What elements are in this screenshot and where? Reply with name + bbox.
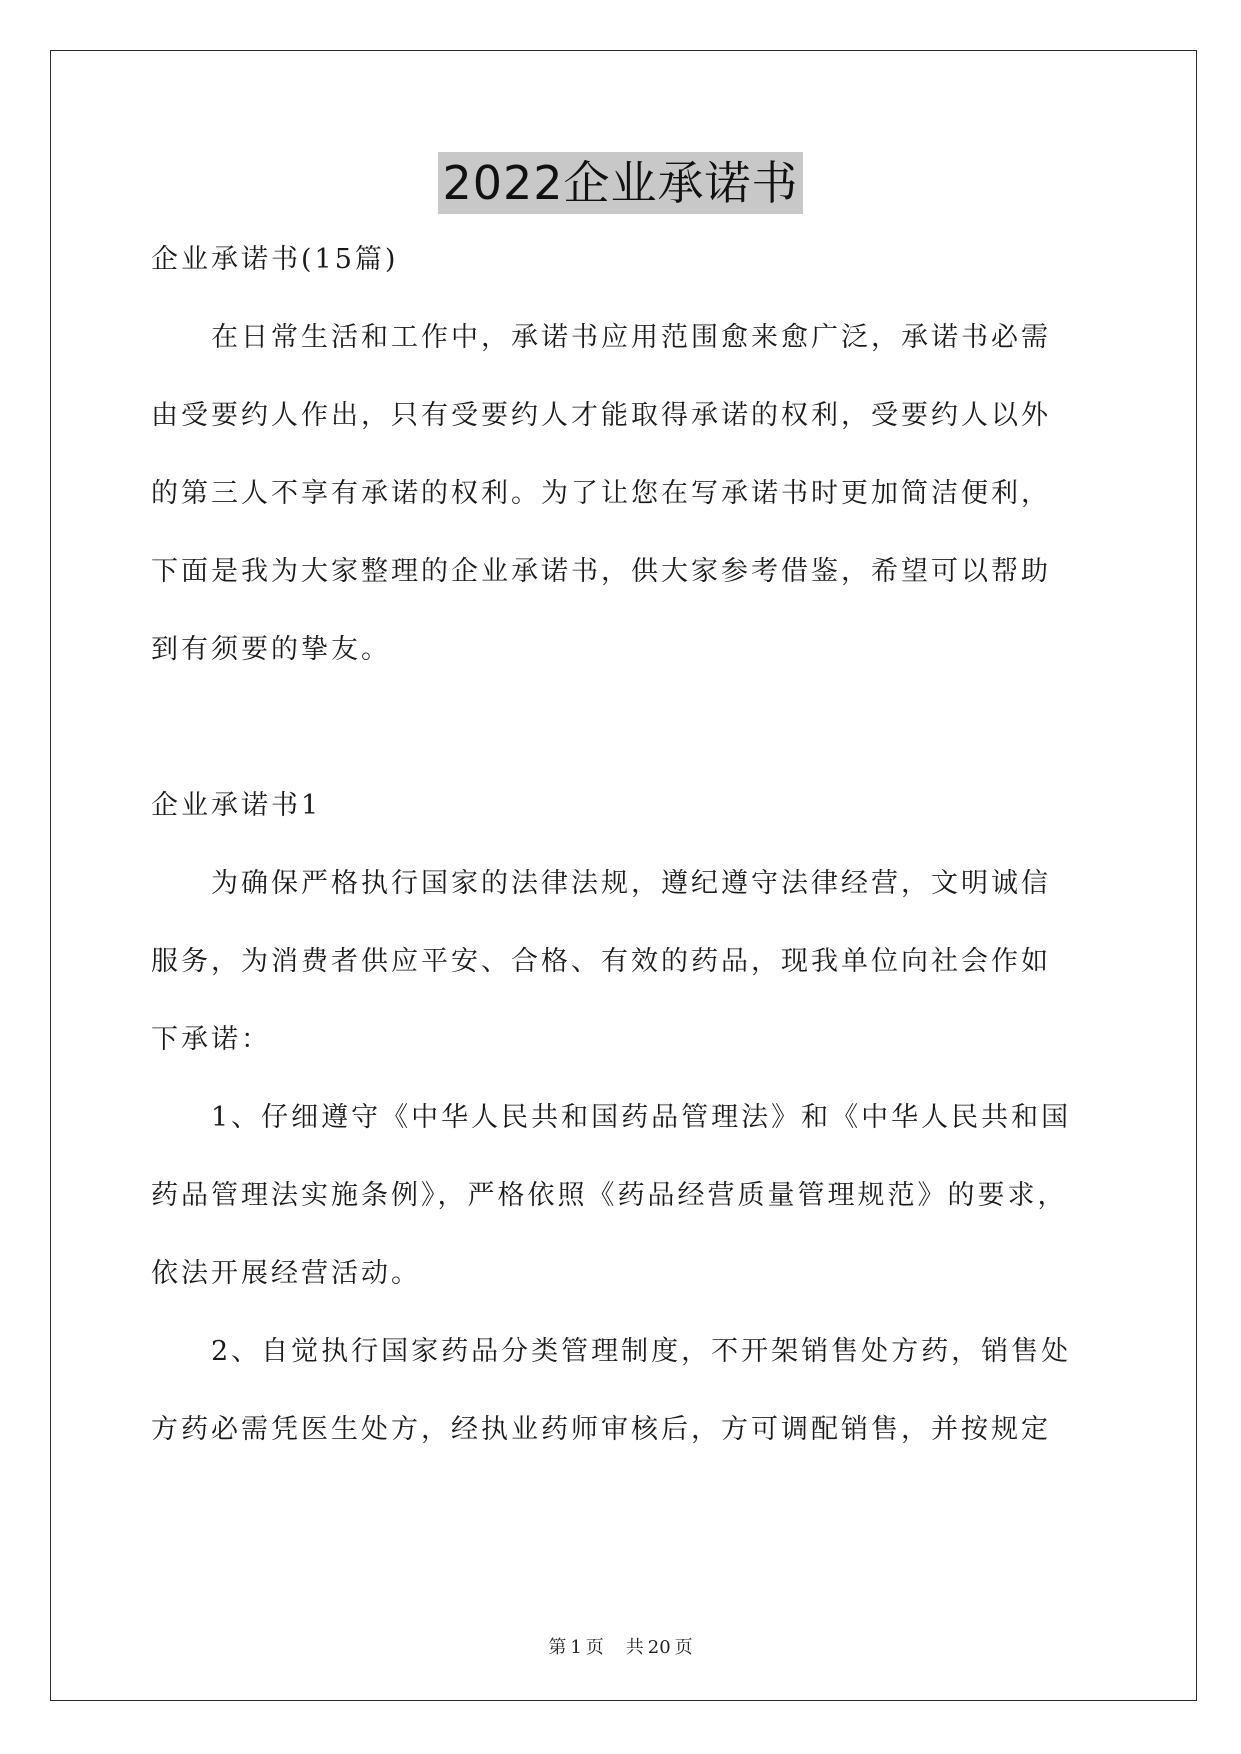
paragraph-gap [151, 700, 1096, 778]
paragraph-line: 依法开展经营活动。 [151, 1258, 421, 1289]
paragraph-line: 到有须要的挚友。 [151, 634, 391, 665]
paragraph-line: 下承诺： [151, 1024, 271, 1055]
paragraph-line: 2、自觉执行国家药品分类管理制度，不开架销售处方药，销售处 [211, 1336, 1072, 1367]
paragraph-line: 服务，为消费者供应平安、合格、有效的药品，现我单位向社会作如 [151, 946, 1051, 977]
page-total: 20 [647, 1637, 671, 1658]
document-title: 2022企业承诺书 [438, 152, 802, 214]
total-label-prefix: 共 [625, 1637, 644, 1658]
document-body [151, 232, 1096, 1480]
paragraph-line: 在日常生活和工作中，承诺书应用范围愈来愈广泛，承诺书必需 [211, 322, 1051, 353]
page-label-suffix: 页 [585, 1637, 604, 1658]
section-heading: 企业承诺书1 [151, 790, 322, 821]
total-label-suffix: 页 [674, 1637, 693, 1658]
page-footer [0, 1633, 1241, 1659]
page-label-prefix: 第 [548, 1637, 567, 1658]
page-current: 1 [570, 1637, 582, 1658]
paragraph-line: 1、仔细遵守《中华人民共和国药品管理法》和《中华人民共和国 [211, 1102, 1072, 1133]
paragraph-line: 下面是我为大家整理的企业承诺书，供大家参考借鉴，希望可以帮助 [151, 556, 1051, 587]
section-heading: 企业承诺书(15篇) [151, 244, 399, 275]
paragraph-line: 为确保严格执行国家的法律法规，遵纪遵守法律经营，文明诚信 [211, 868, 1051, 899]
paragraph-line: 的第三人不享有承诺的权利。为了让您在写承诺书时更加简洁便利， [151, 478, 1051, 509]
title-container [0, 152, 1241, 214]
paragraph-line: 药品管理法实施条例》，严格依照《药品经营质量管理规范》的要求， [151, 1180, 1068, 1211]
paragraph-line: 由受要约人作出，只有受要约人才能取得承诺的权利，受要约人以外 [151, 400, 1051, 431]
paragraph-line: 方药必需凭医生处方，经执业药师审核后，方可调配销售，并按规定 [151, 1414, 1051, 1445]
